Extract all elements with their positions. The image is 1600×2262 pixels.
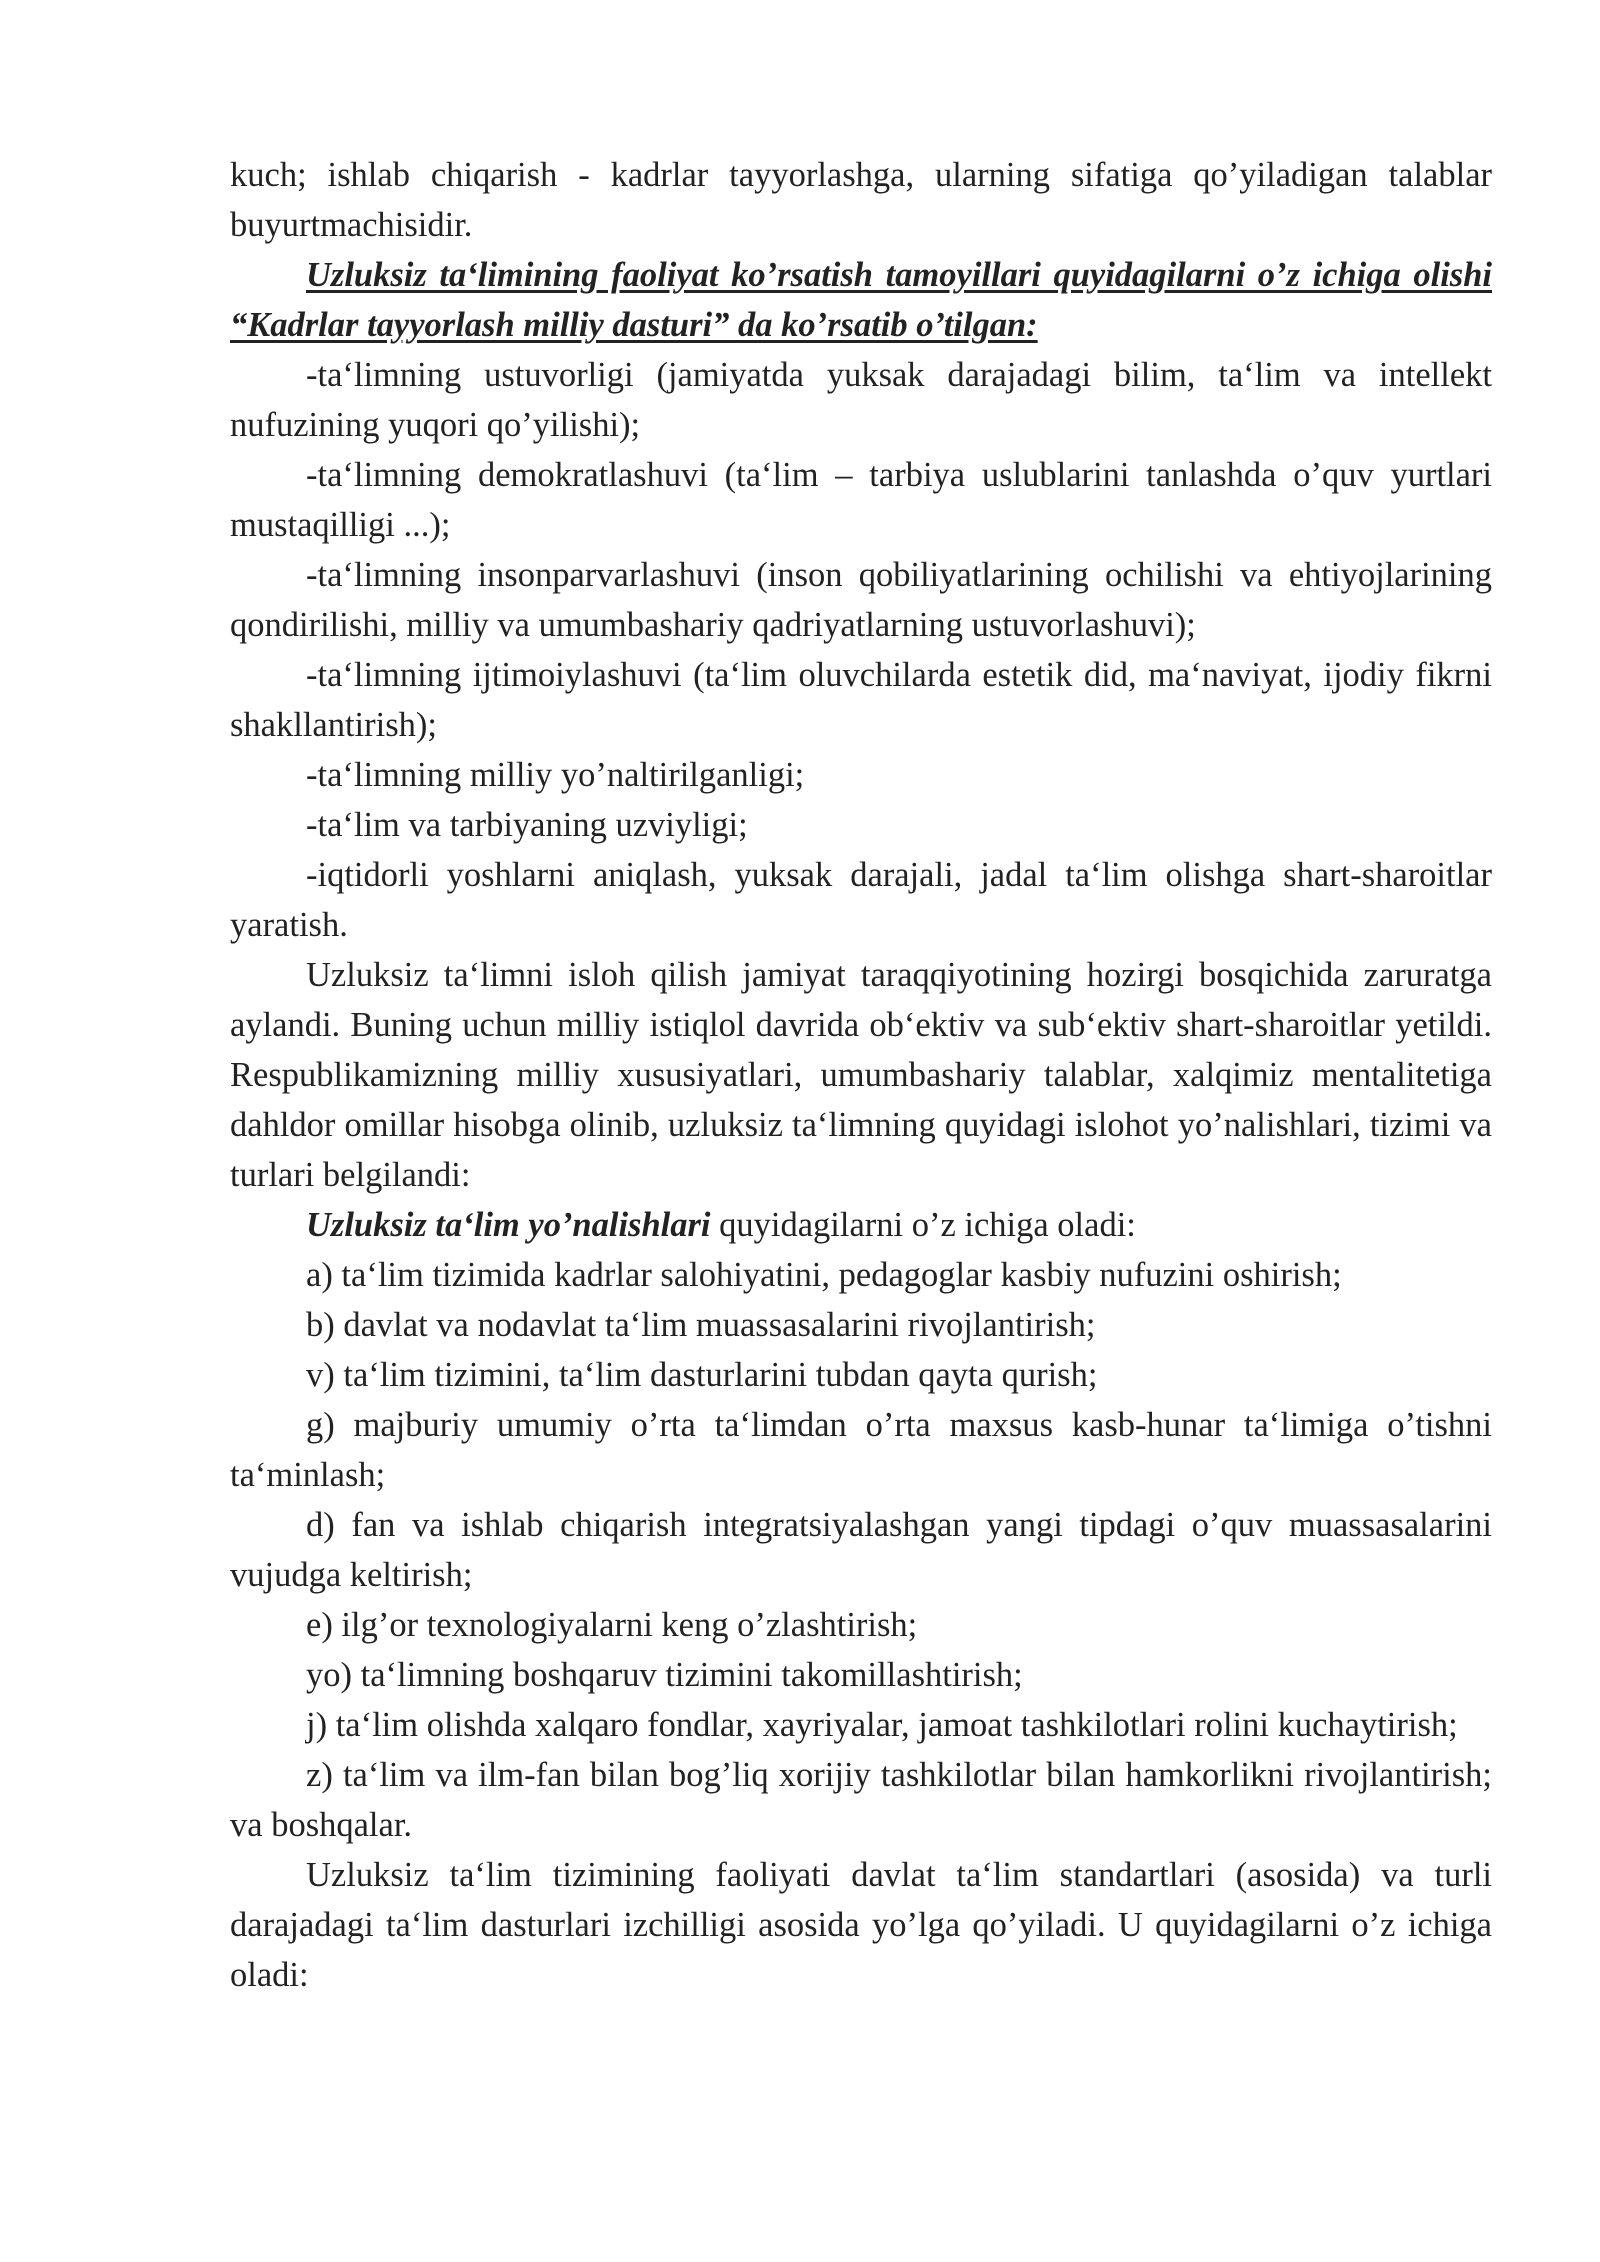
direction-item: a) ta‘lim tizimida kadrlar salohiyatini, pedagoglar kasbiy nufuzini oshirish;	[306, 1256, 1342, 1294]
continuation-paragraph: kuch; ishlab chiqarish - kadrlar tayyorlashga, ularning sifatiga qo’yiladigan talablar buyurtmachisidir.	[230, 156, 1492, 244]
direction-item: d) fan va ishlab chiqarish integratsiyalashgan yangi tipdagi o’quv muassasalarini vujudga keltirish;	[230, 1506, 1492, 1594]
direction-item: v) ta‘lim tizimini, ta‘lim dasturlarini tubdan qayta qurish;	[306, 1356, 1098, 1394]
principles-heading	[230, 250, 1492, 350]
directions-intro-rest: quyidagilarni o’z ichiga oladi:	[710, 1206, 1136, 1244]
principle-item: -ta‘limning ijtimoiylashuvi (ta‘lim oluvchilarda estetik did, ma‘naviyat, ijodiy fikrni shakllantirish);	[230, 656, 1492, 744]
reform-paragraph: Uzluksiz ta‘limni isloh qilish jamiyat taraqqiyotining hozirgi bosqichida zaruratga aylandi. Buning uchun milliy istiqlol davrida ob‘ektiv va sub‘ektiv shart-sharoitlar yetildi. Respublikamizning milliy xususiyatlari, umumbashariy talablar, xalqimiz mentalitetiga dahldor omillar hisobga olinib, uzluksiz ta‘limning quyidagi islohot yo’nalishlari, tizimi va turlari belgilandi:	[230, 956, 1492, 1194]
principles-heading-text: Uzluksiz ta‘limining faoliyat ko’rsatish tamoyillari quyidagilarni o’z ichiga olishi “Kadrlar tayyorlash milliy dasturi” da ko’rsatib o’tilgan:	[230, 256, 1492, 344]
directions-intro	[230, 1200, 1492, 1250]
principle-item: -ta‘lim va tarbiyaning uzviyligi;	[306, 806, 748, 844]
principle-item: -ta‘limning milliy yo’naltirilganligi;	[306, 756, 805, 794]
direction-item: z) ta‘lim va ilm-fan bilan bog’liq xorijiy tashkilotlar bilan hamkorlikni rivojlantirish; va boshqalar.	[230, 1756, 1492, 1844]
principle-item: -ta‘limning demokratlashuvi (ta‘lim – tarbiya uslublarini tanlashda o’quv yurtlari mustaqilligi ...);	[230, 456, 1492, 544]
direction-item: yo) ta‘limning boshqaruv tizimini takomillashtirish;	[306, 1656, 1023, 1694]
direction-item: b) davlat va nodavlat ta‘lim muassasalarini rivojlantirish;	[306, 1306, 1096, 1344]
direction-item: j) ta‘lim olishda xalqaro fondlar, xayriyalar, jamoat tashkilotlari rolini kuchaytirish;	[306, 1706, 1458, 1744]
principle-item: -ta‘limning ustuvorligi (jamiyatda yuksak darajadagi bilim, ta‘lim va intellekt nufuzining yuqori qo’yilishi);	[230, 356, 1492, 444]
closing-paragraph: Uzluksiz ta‘lim tizimining faoliyati davlat ta‘lim standartlari (asosida) va turli darajadagi ta‘lim dasturlari izchilligi asosida yo’lga qo’yiladi. U quyidagilarni o’z ichiga oladi:	[230, 1856, 1492, 1994]
directions-term: Uzluksiz ta‘lim yo’nalishlari	[306, 1206, 711, 1244]
principle-item: -iqtidorli yoshlarni aniqlash, yuksak darajali, jadal ta‘lim olishga shart-sharoitlar yaratish.	[230, 856, 1492, 944]
principle-item: -ta‘limning insonparvarlashuvi (inson qobiliyatlarining ochilishi va ehtiyojlarining qondirilishi, milliy va umumbashariy qadriyatlarning ustuvorlashuvi);	[230, 556, 1492, 644]
direction-item: g) majburiy umumiy o’rta ta‘limdan o’rta maxsus kasb-hunar ta‘limiga o’tishni ta‘minlash;	[230, 1406, 1492, 1494]
direction-item: e) ilg’or texnologiyalarni keng o’zlashtirish;	[306, 1606, 918, 1644]
document-page	[230, 150, 1492, 2000]
